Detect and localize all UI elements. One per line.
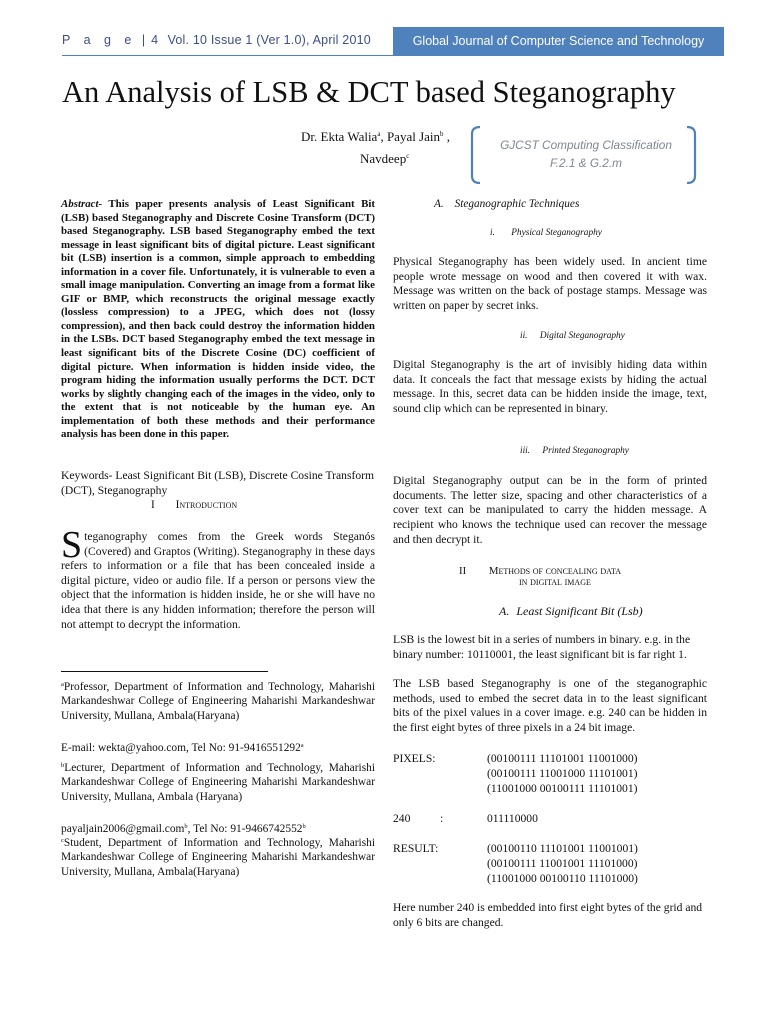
introduction-paragraph <box>61 524 375 632</box>
page-number: 4 <box>151 33 159 47</box>
drop-cap: S <box>61 524 83 566</box>
digital-steganography-text: Digital Steganography is the art of invisibly hiding data within data. It conceals the fact that message exists by hiding the actual message. In this, secret data can be hidden inside the image, text, sound clip which can be represented in binary. <box>393 358 707 416</box>
lsb-subsection-heading <box>499 604 643 619</box>
introduction-text: teganography comes from the Greek words Steganós (Covered) and Graptos (Writing). Steganography in these days refers to information or a file that has been concealed inside a digital picture, video or audio file. If a person or persons view the object that the information is hidden inside, he or she will have no idea that there is any hidden information; therefore the person will not attempt to decrypt the information. <box>61 530 375 631</box>
abstract-text: This paper presents analysis of Least Significant Bit (LSB) based Steganography and Discrete Cosine Transform (DCT) based Steganography. LSB based Steganography embed the text message in least significant bits of digital picture. Least significant bit (LSB) insertion is a common, simple approach to embedding information in a cover file. Unfortunately, it is vulnerable to even a small image manipulation. Converting an image from a format like GIF or BMP, which reconstructs the original message exactly (lossless compression) to a JPEG, which does not (lossy compression), and then back could destroy the information hidden in the LSBs. DCT based Steganography embed the text message in least significant bits of the Discrete Cosine (DC) coefficient of digital picture. When information is hidden inside video, the program hiding the information usually performs the DCT. DCT works by slightly changing each of the images in the video, only to the extent that is not noticeable by the human eye. An implementation of both these methods and their performance analysis has been done in this paper. <box>61 198 375 441</box>
abstract <box>61 198 375 442</box>
keywords: Keywords- Least Significant Bit (LSB), Discrete Cosine Transform (DCT), Steganography <box>61 469 374 497</box>
footnote-marker: c <box>61 837 64 844</box>
author-line-2 <box>360 151 409 167</box>
footnote-email: payaljain2006@gmail.com <box>61 823 185 835</box>
footnote-marker: a <box>300 742 304 749</box>
printed-steganography-text: Digital Steganography output can be in the form of printed documents. The letter size, spacing and other characteristics of a cover text can be manipulated to carry the hidden message. A recipient who knows the technique used can recover the message and then decrypt it. <box>393 474 707 546</box>
author-sup: b <box>440 130 444 138</box>
page-label: P a g e <box>62 33 137 47</box>
section-title: Methods of concealing data <box>488 565 622 577</box>
footnote-text: Professor, Department of Information and Technology, Maharishi Markandeshwar College of Engineering Maharishi Markandeshwar University, Mullana, Ambala(Haryana) <box>61 681 375 722</box>
classification-box <box>483 136 689 172</box>
section-title: Introduction <box>175 499 238 511</box>
section-number: II <box>459 565 467 577</box>
section-1-heading <box>151 499 237 511</box>
author-separator: , <box>380 129 387 144</box>
author-separator: , <box>443 129 451 144</box>
header-separator: | <box>141 33 146 47</box>
header-rule <box>62 55 393 56</box>
footnote-marker: b <box>184 823 188 830</box>
subsubsection-title: Digital Steganography <box>539 331 625 341</box>
number-binary: 011110000 <box>487 812 538 825</box>
result-row: (00100111 11001001 11101000) <box>487 857 638 870</box>
volume-info: Vol. 10 Issue 1 (Ver 1.0), April 2010 <box>167 33 371 47</box>
footnote-a-contact <box>61 741 375 755</box>
result-label: RESULT: <box>393 842 439 855</box>
author-name: Payal Jain <box>386 129 441 144</box>
footnote-marker: b <box>302 823 306 830</box>
footnote-marker: b <box>61 762 65 769</box>
left-bracket-icon <box>469 126 481 184</box>
footnote-text: Lecturer, Department of Information and Technology, Maharishi Markandeshwar College of Engineering Maharishi Markandeshwar University, Mullana, Ambala (Haryana) <box>61 762 375 803</box>
classification-title: GJCST Computing Classification <box>500 138 672 152</box>
subsection-title: Least Significant Bit (Lsb) <box>516 604 643 618</box>
subsubsection-i-heading <box>490 228 602 238</box>
subsection-label: A. <box>434 198 444 210</box>
footnote-email: E-mail: wekta@yahoo.com, Tel No: 91-9416551292 <box>61 742 301 754</box>
subsubsection-title: Physical Steganography <box>511 228 602 238</box>
lsb-paragraph-2: The LSB based Steganography is one of the steganographic methods, used to embed the secret data in to the least significant bits of the pixel values in a cover image. e.g. 240 can be hidden in the first eight bytes of three pixels in a 24 bit image. <box>393 677 707 735</box>
subsection-title: Steganographic Techniques <box>454 198 580 210</box>
pixel-row: (00100111 11101001 11001000) <box>487 752 638 765</box>
footnote-rule <box>61 671 268 672</box>
subsubsection-iii-heading <box>520 446 629 456</box>
running-header <box>62 33 392 53</box>
number-colon: : <box>440 812 444 825</box>
result-row: (00100110 11101001 11001001) <box>487 842 638 855</box>
classification-codes: F.2.1 & G.2.m <box>550 156 622 170</box>
result-row: (11001000 00100110 11101000) <box>487 872 638 885</box>
author-name: Dr. Ekta Walia <box>301 129 378 144</box>
author-name: Navdeep <box>360 151 407 166</box>
physical-steganography-text: Physical Steganography has been widely used. In ancient time people wrote message on wood and then covered it with wax. Message was written on the back of postage stamps. Message was written on paper by secret inks. <box>393 255 707 313</box>
author-sup: a <box>377 130 381 138</box>
subsection-a-heading <box>434 198 579 210</box>
pixels-label: PIXELS: <box>393 752 436 765</box>
lsb-paragraph-1: LSB is the lowest bit in a series of numbers in binary. e.g. in the binary number: 10110001, the least significant bit is far right 1. <box>393 633 691 661</box>
footnote-a <box>61 680 375 723</box>
subsubsection-ii-heading <box>520 331 625 341</box>
subsubsection-title: Printed Steganography <box>542 446 629 456</box>
number-label: 240 <box>393 812 411 825</box>
lsb-paragraph-3: Here number 240 is embedded into first eight bytes of the grid and only 6 bits are changed. <box>393 901 703 929</box>
footnote-text: Student, Department of Information and Technology, Maharishi Markandeshwar College of Engineering Maharishi Markandeshwar University, Mullana, Ambala(Haryana) <box>61 837 375 878</box>
footnote-phone: , Tel No: 91-9466742552 <box>187 823 303 835</box>
subsubsection-number: ii. <box>520 331 528 341</box>
journal-banner: Global Journal of Computer Science and Technology <box>393 27 724 56</box>
section-2-heading-line-2: in digital image <box>519 576 591 588</box>
footnote-b-contact <box>61 822 375 836</box>
footnote-c <box>61 836 375 879</box>
subsubsection-number: iii. <box>520 446 531 456</box>
author-line-1 <box>301 129 450 145</box>
pixel-row: (00100111 11001000 11101001) <box>487 767 638 780</box>
paper-title: An Analysis of LSB & DCT based Steganography <box>62 75 676 109</box>
subsubsection-number: i. <box>490 228 495 238</box>
pixel-row: (11001000 00100111 11101001) <box>487 782 638 795</box>
author-sup: c <box>406 152 410 160</box>
section-number: I <box>151 499 155 511</box>
subsection-label: A. <box>499 604 510 618</box>
footnote-marker: a <box>61 681 64 688</box>
footnote-b <box>61 761 375 804</box>
abstract-label: Abstract- <box>61 198 103 210</box>
